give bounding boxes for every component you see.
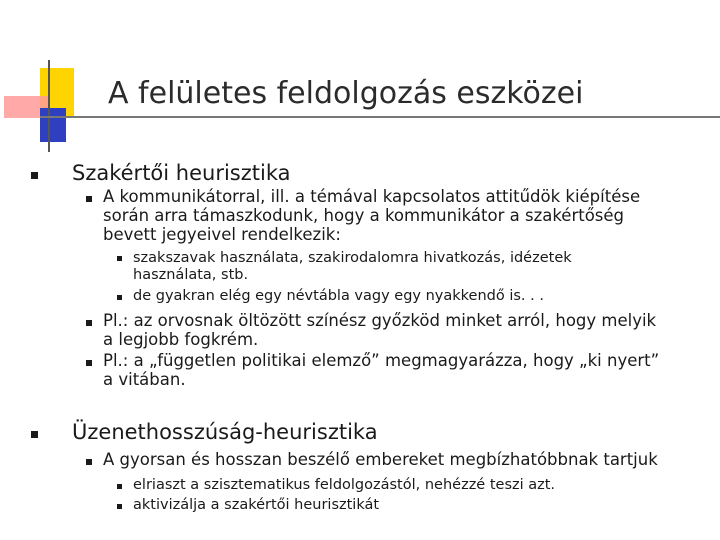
item-3-line-1: Pl.: a „független politikai elemző” megmagyarázza, hogy „ki nyert” — [103, 351, 660, 370]
bullet-icon — [86, 459, 92, 465]
subitem-1-line-2: használata, stb. — [133, 267, 249, 283]
item-4-line-1: A gyorsan és hosszan beszélő embereket megbízhatóbbnak tartjuk — [103, 450, 658, 469]
bullet-icon — [117, 295, 122, 300]
item-1-line-1: A kommunikátorral, ill. a témával kapcsolatos attitűdök kiépítése — [103, 187, 641, 206]
item-2-line-1: Pl.: az orvosnak öltözött színész győzköd minket arról, hogy melyik — [103, 311, 657, 330]
item-3-line-2: a vitában. — [103, 370, 186, 389]
item-1-line-2: során arra támaszkodunk, hogy a kommunikátor a szakértőség — [103, 206, 625, 225]
item-1-line-3: bevett jegyeivel rendelkezik: — [103, 225, 341, 244]
slide-title: A felületes feldolgozás eszközei — [108, 76, 584, 111]
section-heading-1: Szakértői heurisztika — [72, 161, 291, 185]
bullet-icon — [117, 484, 122, 489]
bullet-icon — [86, 360, 92, 366]
bullet-icon — [31, 172, 38, 179]
bullet-icon — [117, 256, 122, 261]
subitem-2-line-1: de gyakran elég egy névtábla vagy egy nyakkendő is. . . — [133, 288, 544, 304]
item-2-line-2: a legjobb fogkrém. — [103, 330, 259, 349]
subitem-1-line-1: szakszavak használata, szakirodalomra hivatkozás, idézetek — [133, 250, 572, 266]
subitem-3-line-1: elriaszt a szisztematikus feldolgozástól, nehézzé teszi azt. — [133, 477, 556, 493]
bullet-icon — [86, 196, 92, 202]
bullet-icon — [117, 504, 122, 509]
subitem-4-line-1: aktivizálja a szakértői heurisztikát — [133, 497, 380, 513]
bullet-icon — [86, 320, 92, 326]
bullet-icon — [31, 431, 38, 438]
section-heading-2: Üzenethosszúság-heurisztika — [72, 420, 378, 444]
